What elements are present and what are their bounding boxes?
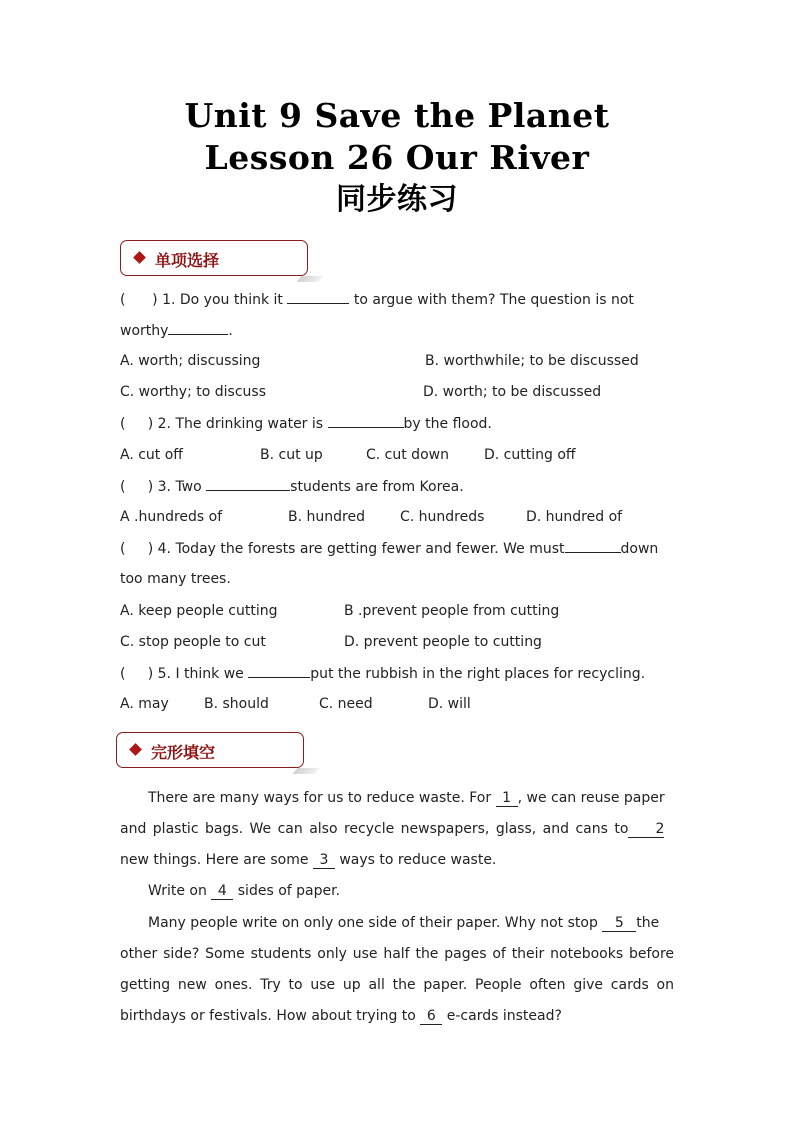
blank: [287, 289, 349, 304]
cloze-line-7: [120, 975, 674, 995]
passage-text: new things. Here are some: [120, 852, 309, 868]
option-a: A. may: [120, 696, 169, 712]
question-4-line-2: [120, 569, 674, 589]
passage-text: Write on: [148, 883, 207, 899]
passage-text: , we can reuse paper: [517, 790, 665, 806]
question-text: put the rubbish in the right places for recycling.: [310, 666, 646, 682]
question-text: 2. The drinking water is: [157, 416, 324, 432]
blank: [248, 663, 310, 678]
option-d: D. worth; to be discussed: [423, 384, 602, 400]
question-text: down: [620, 541, 659, 557]
question-1: [120, 289, 674, 310]
question-text: 5. I think we: [157, 666, 244, 682]
cloze-line-6: [120, 944, 674, 964]
passage-text: getting new ones. Try to use up all the paper. People often give cards on: [120, 977, 674, 993]
answer-bracket: ( ): [120, 541, 154, 557]
decor-shadow: [296, 276, 323, 282]
cloze-blank-2: 2: [628, 821, 664, 838]
cloze-blank-1: 1: [496, 790, 518, 807]
option-c: C. cut down: [366, 447, 449, 463]
question-text: by the flood.: [403, 416, 492, 432]
passage-text: Many people write on only one side of their paper. Why not stop: [148, 915, 598, 931]
option-b: B .prevent people from cutting: [344, 603, 560, 619]
title-lesson: Lesson 26 Our River: [204, 138, 590, 177]
passage-text: birthdays or festivals. How about trying to: [120, 1008, 416, 1024]
title-unit: Unit 9 Save the Planet: [184, 96, 610, 135]
question-4: [120, 538, 674, 559]
option-b: B. worthwhile; to be discussed: [425, 353, 639, 369]
question-3: [120, 476, 674, 497]
cloze-blank-4: 4: [211, 883, 233, 900]
option-b: B. hundred: [288, 509, 365, 525]
title-practice: 同步练习: [336, 182, 458, 217]
question-1-line-2: [120, 320, 674, 341]
option-d: D. will: [428, 696, 471, 712]
answer-bracket: ( ): [120, 479, 154, 495]
cloze-blank-6: 6: [420, 1008, 442, 1025]
diamond-icon: [133, 251, 146, 264]
question-5: [120, 663, 674, 684]
cloze-blank-5: 5: [602, 915, 636, 932]
cloze-line-1: [148, 788, 674, 808]
cloze-blank-3: 3: [313, 852, 335, 869]
passage-text: e-cards instead?: [446, 1008, 562, 1024]
question-text: too many trees.: [120, 571, 231, 587]
answer-bracket: ( ): [120, 416, 154, 432]
cloze-line-8: [120, 1006, 674, 1026]
option-c: C. worthy; to discuss: [120, 384, 266, 400]
option-c: C. hundreds: [400, 509, 485, 525]
option-a: A. keep people cutting: [120, 603, 278, 619]
cloze-line-4: [148, 881, 674, 901]
option-d: D. cutting off: [484, 447, 576, 463]
option-a: A. worth; discussing: [120, 353, 261, 369]
passage-text: ways to reduce waste.: [339, 852, 497, 868]
decor-shadow: [292, 768, 319, 774]
answer-bracket: ( ): [120, 666, 154, 682]
cloze-line-2: [120, 819, 674, 839]
option-c: C. need: [319, 696, 373, 712]
blank: [168, 320, 228, 335]
blank: [565, 538, 621, 553]
diamond-icon: [129, 743, 142, 756]
option-b: B. should: [204, 696, 269, 712]
section-header-single-choice: [120, 240, 308, 276]
passage-text: the: [636, 915, 660, 931]
passage-text: other side? Some students only use half the pages of their notebooks before: [120, 946, 674, 962]
option-b: B. cut up: [260, 447, 323, 463]
passage-text: and plastic bags. We can also recycle newspapers, glass, and cans to: [120, 821, 629, 837]
option-a: A .hundreds of: [120, 509, 223, 525]
cloze-line-5: [148, 913, 674, 933]
question-2: [120, 413, 674, 434]
cloze-line-3: [120, 850, 674, 870]
blank: [328, 413, 404, 428]
question-text: students are from Korea.: [290, 479, 464, 495]
section-label: 单项选择: [155, 251, 220, 270]
option-d: D. hundred of: [526, 509, 623, 525]
blank: [206, 476, 290, 491]
question-text: to argue with them? The question is not: [353, 292, 634, 308]
option-c: C. stop people to cut: [120, 634, 266, 650]
answer-bracket: ( ): [120, 292, 158, 308]
punctuation: .: [228, 323, 233, 339]
question-text: 3. Two: [157, 479, 202, 495]
question-text: worthy: [120, 323, 169, 339]
section-label: 完形填空: [151, 743, 216, 762]
question-text: 1. Do you think it: [162, 292, 283, 308]
passage-text: sides of paper.: [237, 883, 341, 899]
question-text: 4. Today the forests are getting fewer and fewer. We must: [157, 541, 565, 557]
option-d: D. prevent people to cutting: [344, 634, 542, 650]
section-header-cloze: [116, 732, 304, 768]
option-a: A. cut off: [120, 447, 183, 463]
passage-text: There are many ways for us to reduce waste. For: [148, 790, 492, 806]
